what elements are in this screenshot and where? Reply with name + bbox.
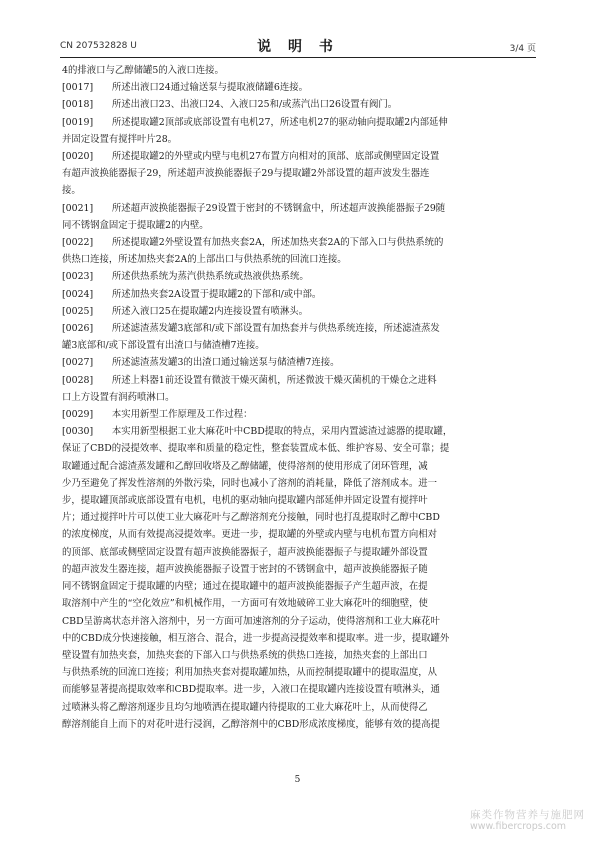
page-header — [60, 36, 536, 56]
text-line: 有超声波换能器振子29，所述超声波换能器振子29与提取罐2外部设置的超声波发生器连 — [62, 168, 430, 180]
patent-number: CN 207532828 U — [60, 41, 137, 51]
text-line: 取溶剂中产生的“空化效应”和机械作用，一方面可有效地破碎工业大麻花叶的细胞壁，使 — [62, 598, 428, 610]
text-line: [0027] 所述滤渣蒸发罐3的出渣口通过输送泵与储渣槽7连接。 — [62, 357, 340, 369]
text-line: 片；通过搅拌叶片可以使工业大麻花叶与乙醇溶剂充分接触，同时也打乱提取时乙醇中CBD — [62, 512, 440, 524]
text-line: 的顶部、底部或侧壁固定设置有超声波换能器振子，超声波换能器振子与提取罐外部设置 — [62, 546, 428, 558]
page-of-indicator: 3/4 页 — [509, 44, 536, 54]
text-line: [0023] 所述供热系统为蒸汽供热系统或热液供热系统。 — [62, 271, 309, 283]
text-line: [0026] 所述滤渣蒸发罐3底部和/或下部设置有加热套并与供热系统连接，所述滤渣蒸发 — [62, 323, 440, 335]
watermark-url: www.fibercrops.com — [470, 821, 567, 832]
document-title: 说 明 书 — [257, 39, 339, 55]
text-line: 接。 — [62, 185, 81, 197]
text-line: 与供热系统的回流口连接；利用加热夹套对提取罐加热，从而控制提取罐中的提取温度，从 — [62, 667, 438, 679]
text-line: 取罐通过配合滤渣蒸发罐和乙醇回收塔及乙醇储罐，使得溶剂的使用形成了闭环管理，减 — [62, 460, 428, 472]
text-line: [0022] 所述提取罐2外壁设置有加热夹套2A，所述加热夹套2A的下部入口与供热系统的 — [62, 237, 444, 249]
text-line: 醇溶剂能自上而下的对花叶进行浸润，乙醇溶剂中的CBD形成浓度梯度，能够有效的提高提 — [62, 718, 440, 730]
text-line: 过喷淋头将乙醇溶剂逐步且均匀地喷洒在提取罐内待提取的工业大麻花叶上，从而使得乙 — [62, 701, 428, 713]
text-line: [0024] 所述加热夹套2A设置于提取罐2的下部和/或中部。 — [62, 288, 322, 300]
text-line: 而能够显著提高提取效率和CBD提取率。进一步，入液口在提取罐内连接设置有喷淋头，通 — [62, 684, 440, 696]
text-line: 步，提取罐顶部或底部设置有电机，电机的驱动轴向提取罐内部延伸并固定设置有搅拌叶 — [62, 495, 428, 507]
text-line: [0020] 所述提取罐2的外壁或内壁与电机27布置方向相对的顶部、底部或侧壁固定设置 — [62, 151, 440, 163]
page-number: 5 — [294, 775, 301, 785]
watermark-site-name: 麻类作物营养与施肥网 — [470, 809, 585, 821]
text-line: 少乃至避免了挥发性溶剂的外散污染，同时也减小了溶剂的消耗量，降低了溶剂成本。进一 — [62, 477, 438, 489]
text-line: CBD呈游离状态并溶入溶剂中，另一方面可加速溶剂的分子运动，使得溶剂和工业大麻花叶 — [62, 615, 440, 627]
watermark — [470, 809, 585, 833]
header-divider — [60, 57, 536, 58]
text-line: [0019] 所述提取罐2顶部或底部设置有电机27，所述电机27的驱动轴向提取罐2内部延伸 — [62, 116, 448, 128]
text-line: 4的排液口与乙醇储罐5的入液口连接。 — [62, 65, 224, 76]
text-line: 供热口连接，所述加热夹套2A的上部出口与供热系统的回流口连接。 — [62, 254, 347, 266]
text-line: 口上方设置有润药喷淋口。 — [62, 391, 175, 403]
text-line: [0025] 所述入液口25在提取罐2内连接设置有喷淋头。 — [62, 305, 308, 317]
document-body — [62, 62, 536, 770]
text-line: 并固定设置有搅拌叶片28。 — [62, 133, 178, 145]
text-line: 罐3底部和/或下部设置有出渣口与储渣槽7连接。 — [62, 340, 265, 352]
text-line: 同不锈钢盒固定于提取罐2的内壁。 — [62, 219, 209, 231]
text-line: 的超声波发生器连接，超声波换能器振子设置于密封的不锈钢盒中，超声波换能器振子随 — [62, 563, 428, 575]
text-line: [0017] 所述出液口24通过输送泵与提取液储罐6连接。 — [62, 82, 308, 94]
text-line: 的浓度梯度，从而有效提高浸提效率。更进一步，提取罐的外壁或内壁与电机布置方向相对 — [62, 529, 438, 541]
text-line: 同不锈钢盒固定于提取罐的内壁；通过在提取罐中的超声波换能器振子产生超声波，在提 — [62, 581, 428, 593]
text-line: [0018] 所述出液口23、出液口24、入液口25和/或蒸汽出口26设置有阀门。 — [62, 99, 398, 111]
text-line: [0030] 本实用新型根据工业大麻花叶中CBD提取的特点，采用内置滤渣过滤器的提取罐， — [62, 426, 453, 438]
text-line: 保证了CBD的浸提效率、提取率和质量的稳定性，整套装置成本低、维护容易、安全可靠；提 — [62, 443, 450, 455]
text-line: [0021] 所述超声波换能器振子29设置于密封的不锈钢盒中，所述超声波换能器振子29随 — [62, 202, 446, 214]
text-line: [0028] 所述上料器1前还设置有微波干燥灭菌机，所述微波干燥灭菌机的干燥仓之进料 — [62, 374, 437, 386]
text-line: [0029] 本实用新型工作原理及工作过程： — [62, 409, 253, 421]
text-line: 壁设置有加热夹套，加热夹套的下部入口与供热系统的供热口连接，加热夹套的上部出口 — [62, 649, 428, 661]
text-line: 中的CBD成分快速接触，相互溶合、混合，进一步提高浸提效率和提取率。进一步，提取罐外 — [62, 632, 450, 644]
